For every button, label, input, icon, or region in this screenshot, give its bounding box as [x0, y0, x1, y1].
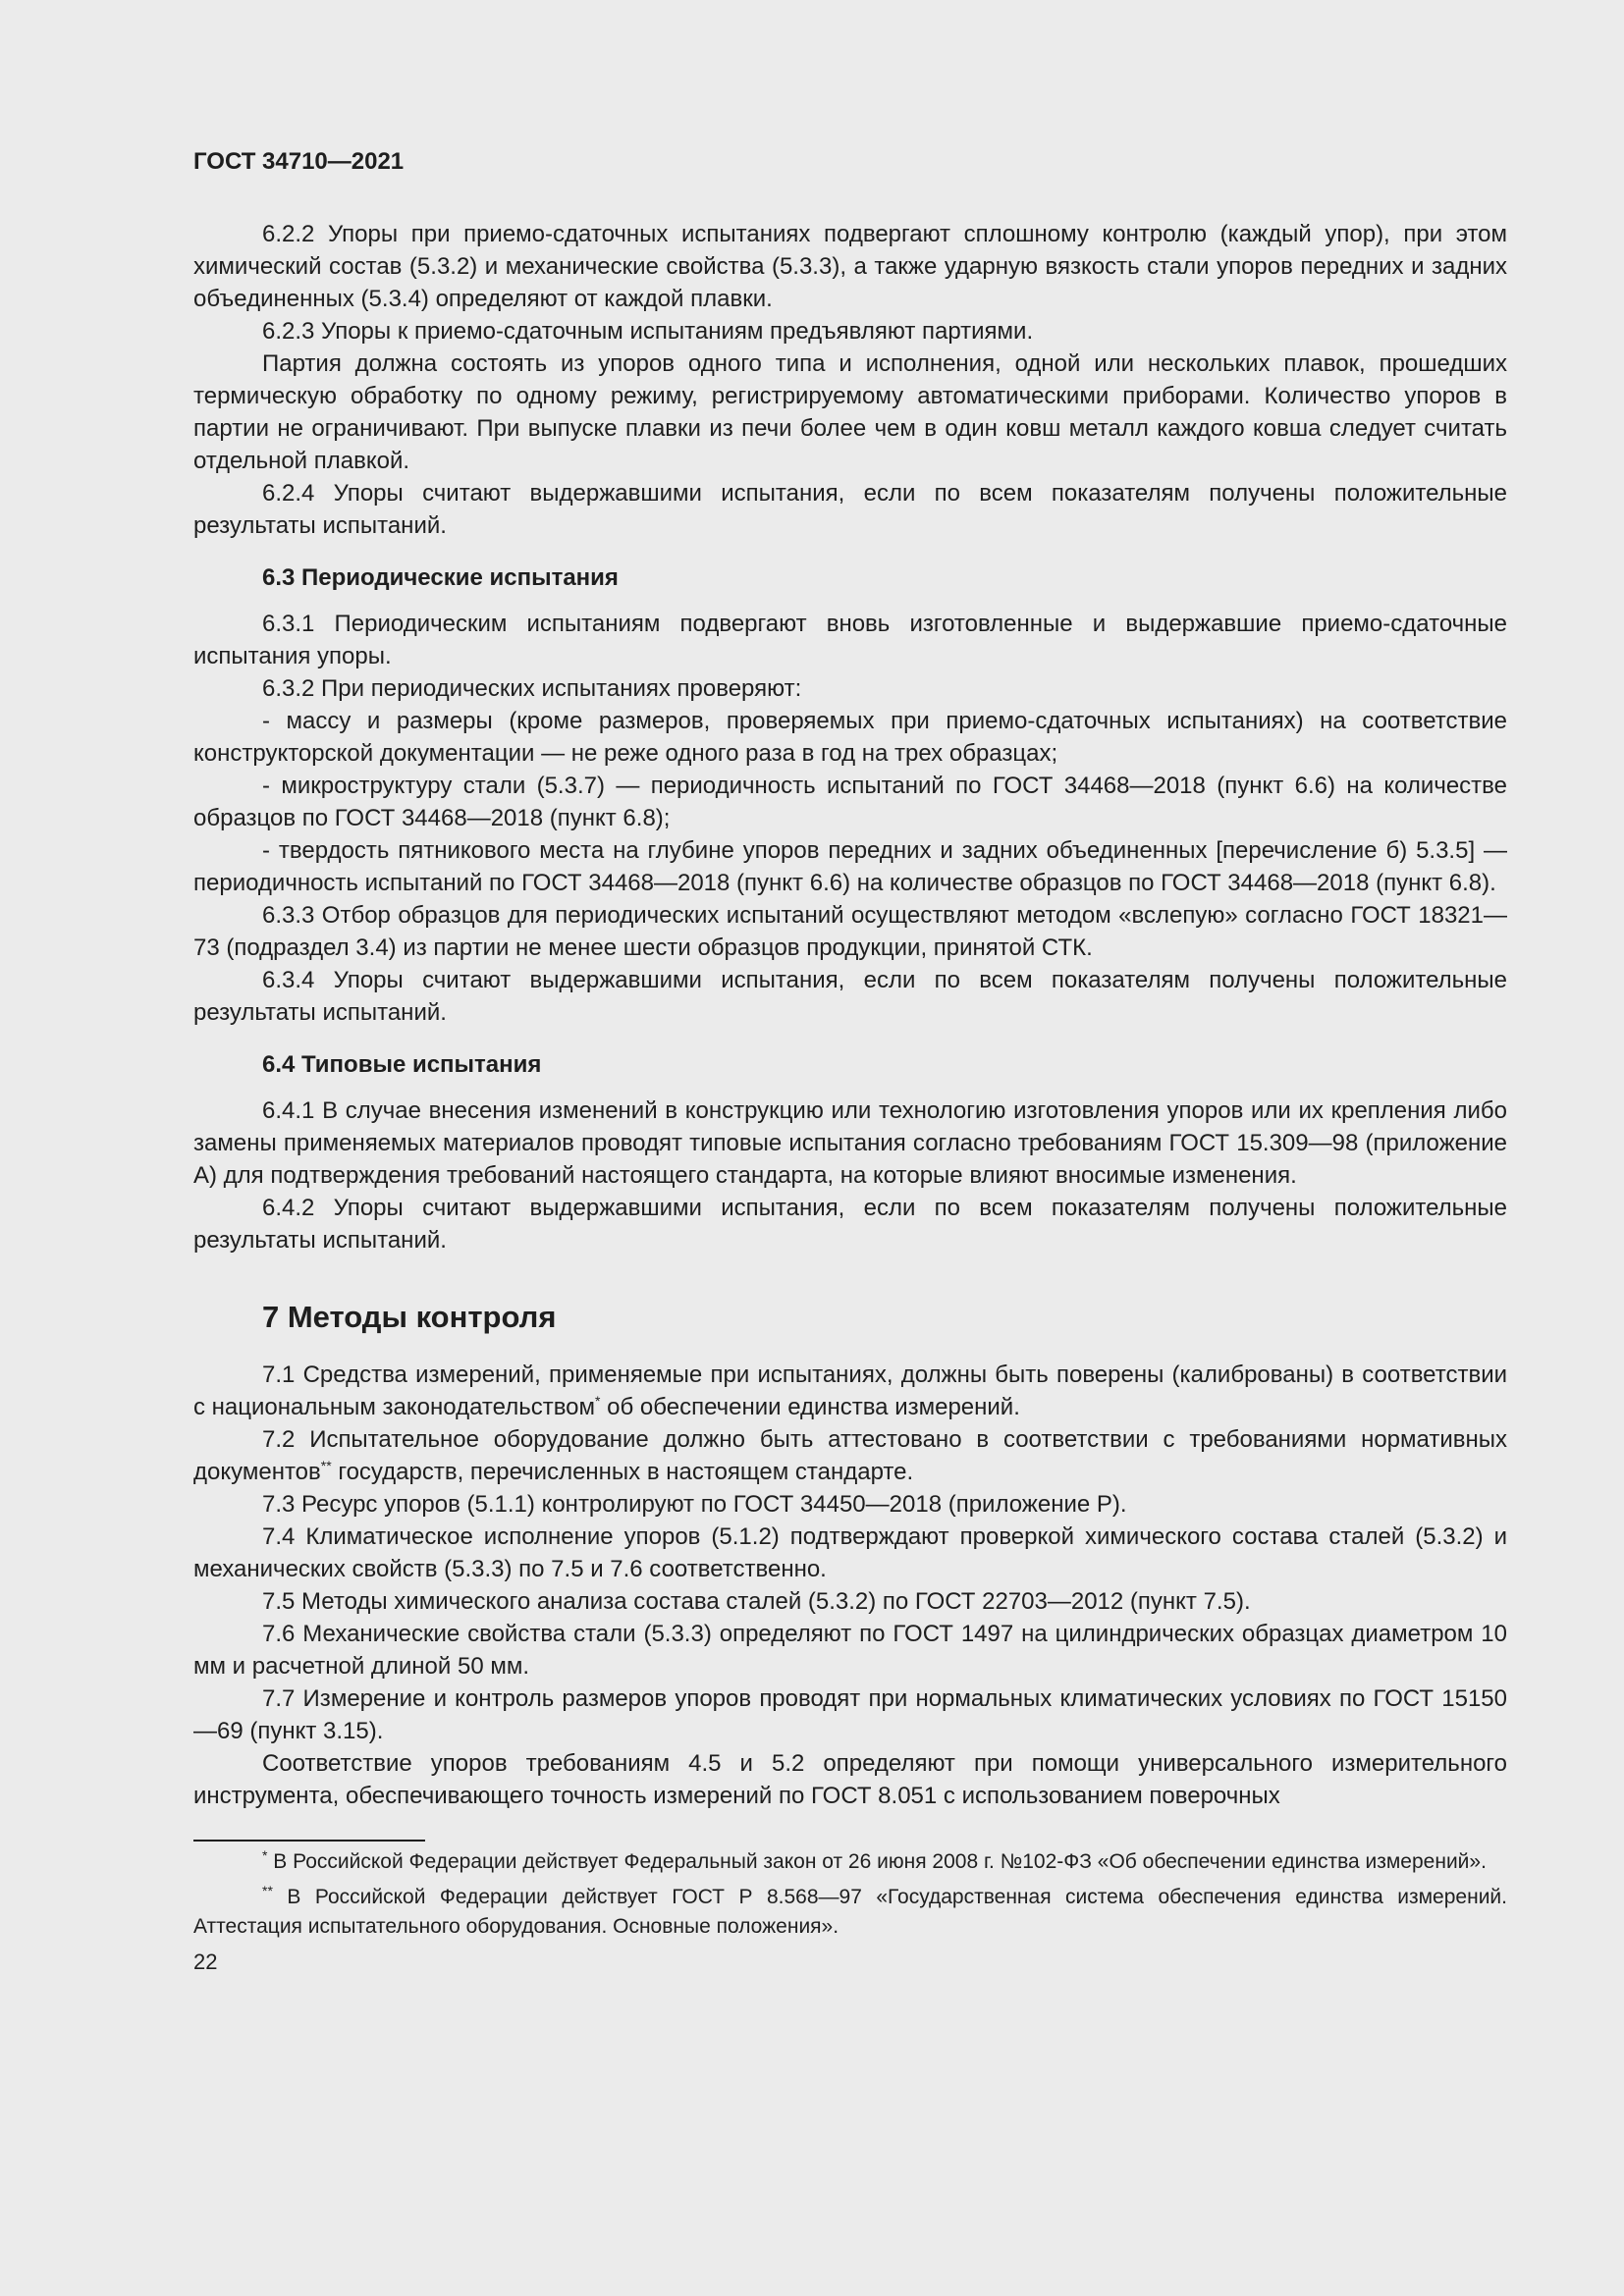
paragraph [193, 672, 1507, 705]
paragraph [193, 834, 1507, 899]
footnote [193, 1847, 1507, 1877]
paragraph-text: 7.1 Средства измерений, применяемые при испытаниях, должны быть поверены (калиброваны) в соответствии с национальным законодательством [193, 1362, 1507, 1420]
paragraph-text: 6.3.1 Периодическим испытаниям подвергают вновь изготовленные и выдержавшие приемо-сдаточные испытания упоры. [193, 611, 1507, 669]
paragraph-text: 6.4 Типовые испытания [262, 1051, 542, 1078]
footnote-separator [193, 1840, 425, 1842]
footnote [193, 1883, 1507, 1942]
paragraph [193, 1585, 1507, 1618]
footnote-text: В Российской Федерации действует Федеральный закон от 26 июня 2008 г. №102-ФЗ «Об обеспечении единства измерений». [267, 1850, 1487, 1873]
paragraph [193, 218, 1507, 315]
paragraph-text: 7.2 Испытательное оборудование должно быть аттестовано в соответствии с требованиями нормативных документов [193, 1426, 1507, 1485]
paragraph [193, 1747, 1507, 1812]
paragraph [193, 1618, 1507, 1682]
section-heading [262, 1298, 1507, 1337]
paragraph [193, 1521, 1507, 1585]
page-number: 22 [193, 1949, 218, 1974]
paragraph [193, 899, 1507, 964]
paragraph-text: 7.7 Измерение и контроль размеров упоров проводят при нормальных климатических условиях по ГОСТ 15150—69 (пункт 3.15). [193, 1685, 1507, 1744]
paragraph-text: - твердость пятникового места на глубине упоров передних и задних объединенных [перечисление б) 5.3.5] — периодичность испытаний по ГОСТ 34468—2018 (пункт 6.6) на количестве образцов по ГОСТ 34468—2018 (пункт 6.8). [193, 837, 1507, 896]
paragraph-text: Соответствие упоров требованиям 4.5 и 5.2 определяют при помощи универсального измерительного инструмента, обеспечивающего точность измерений по ГОСТ 8.051 с использованием поверочных [193, 1750, 1507, 1809]
paragraph-text: 6.2.2 Упоры при приемо-сдаточных испытаниях подвергают сплошному контролю (каждый упор), при этом химический состав (5.3.2) и механические свойства (5.3.3), а также ударную вязкость стали упоров передних и задних объединенных (5.3.4) определяют от каждой плавки. [193, 221, 1507, 312]
paragraph [193, 608, 1507, 672]
paragraph-text: 6.2.3 Упоры к приемо-сдаточным испытаниям предъявляют партиями. [262, 318, 1034, 345]
paragraph-text: 6.3 Периодические испытания [262, 564, 619, 591]
paragraph [193, 315, 1507, 347]
document-header: ГОСТ 34710—2021 [193, 148, 405, 175]
document-body [193, 218, 1507, 1812]
paragraph [193, 770, 1507, 834]
paragraph-text: 6.4.2 Упоры считают выдержавшими испытания, если по всем показателям получены положительные результаты испытаний. [193, 1195, 1507, 1254]
paragraph-text: 6.3.4 Упоры считают выдержавшими испытания, если по всем показателям получены положительные результаты испытаний. [193, 967, 1507, 1026]
paragraph [193, 347, 1507, 477]
footnote-marker: * [595, 1393, 601, 1409]
paragraph [193, 705, 1507, 770]
paragraph [193, 964, 1507, 1029]
paragraph-text: 7.6 Механические свойства стали (5.3.3) определяют по ГОСТ 1497 на цилиндрических образцах диаметром 10 мм и расчетной длиной 50 мм. [193, 1621, 1507, 1680]
paragraph-text: 6.4.1 В случае внесения изменений в конструкцию или технологию изготовления упоров или их крепления либо замены применяемых материалов проводят типовые испытания согласно требованиям ГОСТ 15.309—98 (приложение А) для подтверждения требований настоящего стандарта, на которые влияют вносимые изменения. [193, 1097, 1507, 1189]
footnote-text: В Российской Федерации действует ГОСТ Р 8.568—97 «Государственная система обеспечения единства измерений. Аттестация испытательного оборудования. Основные положения». [193, 1886, 1507, 1938]
paragraph-text: 6.3.3 Отбор образцов для периодических испытаний осуществляют методом «вслепую» согласно ГОСТ 18321—73 (подраздел 3.4) из партии не менее шести образцов продукции, принятой СТК. [193, 902, 1507, 961]
paragraph [193, 1488, 1507, 1521]
paragraph-text: 7.4 Климатическое исполнение упоров (5.1.2) подтверждают проверкой химического состава сталей (5.3.2) и механических свойств (5.3.3) по 7.5 и 7.6 соответственно. [193, 1523, 1507, 1582]
paragraph-text: 7 Методы контроля [262, 1300, 557, 1334]
paragraph-text: 7.3 Ресурс упоров (5.1.1) контролируют по ГОСТ 34450—2018 (приложение Р). [262, 1491, 1127, 1518]
paragraph-text-continued: об обеспечении единства измерений. [600, 1394, 1020, 1420]
paragraph [193, 1359, 1507, 1423]
paragraph [193, 1423, 1507, 1488]
paragraph [193, 1682, 1507, 1747]
footnote-marker: * [262, 1847, 268, 1863]
paragraph [193, 1095, 1507, 1192]
subsection-heading [262, 1048, 1507, 1081]
footnote-marker: ** [262, 1883, 273, 1898]
paragraph [193, 1192, 1507, 1256]
footnotes [193, 1847, 1507, 1942]
paragraph-text-continued: государств, перечисленных в настоящем стандарте. [331, 1459, 914, 1485]
footnote-marker: ** [320, 1458, 332, 1473]
subsection-heading [262, 561, 1507, 594]
paragraph [193, 477, 1507, 542]
paragraph-text: 7.5 Методы химического анализа состава сталей (5.3.2) по ГОСТ 22703—2012 (пункт 7.5). [262, 1588, 1251, 1615]
paragraph-text: Партия должна состоять из упоров одного типа и исполнения, одной или нескольких плавок, прошедших термическую обработку по одному режиму, регистрируемому автоматическими приборами. Количество упоров в партии не ограничивают. При выпуске плавки из печи более чем в один ковш металл каждого ковша следует считать отдельной плавкой. [193, 350, 1507, 474]
paragraph-text: 6.3.2 При периодических испытаниях проверяют: [262, 675, 802, 702]
paragraph-text: - микроструктуру стали (5.3.7) — периодичность испытаний по ГОСТ 34468—2018 (пункт 6.6) на количестве образцов по ГОСТ 34468—2018 (пункт 6.8); [193, 773, 1507, 831]
document-page [193, 147, 1507, 1977]
paragraph-text: 6.2.4 Упоры считают выдержавшими испытания, если по всем показателям получены положительные результаты испытаний. [193, 480, 1507, 539]
paragraph-text: - массу и размеры (кроме размеров, проверяемых при приемо-сдаточных испытаниях) на соответствие конструкторской документации — не реже одного раза в год на трех образцах; [193, 708, 1507, 767]
